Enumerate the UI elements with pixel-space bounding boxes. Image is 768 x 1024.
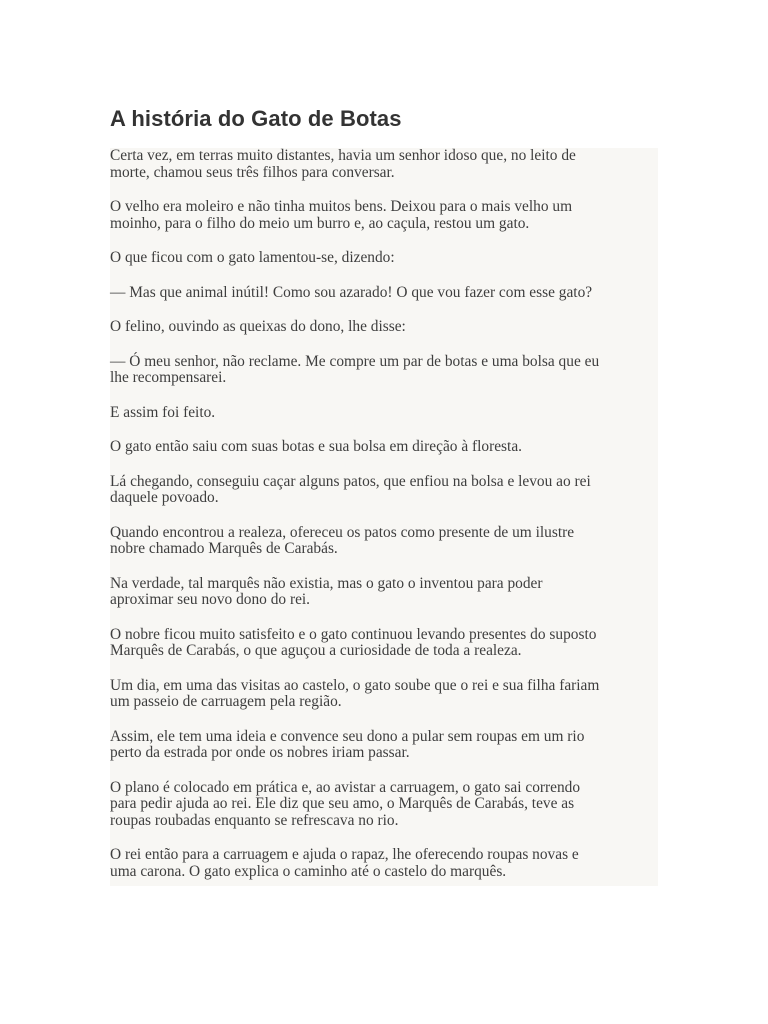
paragraph: O felino, ouvindo as queixas do dono, lhe disse:: [110, 318, 406, 335]
document-title: A história do Gato de Botas: [110, 106, 402, 131]
paragraph: Assim, ele tem uma ideia e convence seu dono a pular sem roupas em um rio perto da estrada por onde os nobres iriam passar.: [110, 727, 585, 761]
paragraph: O velho era moleiro e não tinha muitos bens. Deixou para o mais velho um moinho, para o filho do meio um burro e, ao caçula, restou um gato.: [110, 198, 573, 232]
paragraph: O nobre ficou muito satisfeito e o gato continuou levando presentes do suposto Marquês de Carabás, o que aguçou a curiosidade de toda a realeza.: [110, 625, 597, 659]
paragraph: O rei então para a carruagem e ajuda o rapaz, lhe oferecendo roupas novas e uma carona. O gato explica o caminho até o castelo do marquês.: [110, 846, 579, 880]
paragraph: E assim foi feito.: [110, 403, 216, 421]
paragraph: O gato então saiu com suas botas e sua bolsa em direção à floresta.: [110, 438, 522, 455]
paragraph: O que ficou com o gato lamentou-se, dizendo:: [110, 249, 395, 266]
paragraph: Na verdade, tal marquês não existia, mas o gato o inventou para poder aproximar seu novo dono do rei.: [110, 574, 543, 608]
paragraph: Certa vez, em terras muito distantes, havia um senhor idoso que, no leito de morte, chamou seus três filhos para conversar.: [110, 147, 576, 181]
paragraph: Um dia, em uma das visitas ao castelo, o gato soube que o rei e sua filha fariam um passeio de carruagem pela região.: [110, 676, 600, 710]
paragraph: O plano é colocado em prática e, ao avistar a carruagem, o gato sai correndo para pedir ajuda ao rei. Ele diz que seu amo, o Marquês de Carabás, teve as roupas roubadas enquanto se refrescava no rio.: [110, 778, 581, 829]
story-text: [110, 148, 658, 886]
paragraph: — Mas que animal inútil! Como sou azarado! O que vou fazer com esse gato?: [110, 283, 593, 301]
paragraph: — Ó meu senhor, não reclame. Me compre um par de botas e uma bolsa que eu lhe recompensarei.: [110, 352, 600, 386]
paragraph: Quando encontrou a realeza, ofereceu os patos como presente de um ilustre nobre chamado Marquês de Carabás.: [110, 523, 575, 557]
paragraph: Lá chegando, conseguiu caçar alguns patos, que enfiou na bolsa e levou ao rei daquele povoado.: [110, 472, 591, 506]
